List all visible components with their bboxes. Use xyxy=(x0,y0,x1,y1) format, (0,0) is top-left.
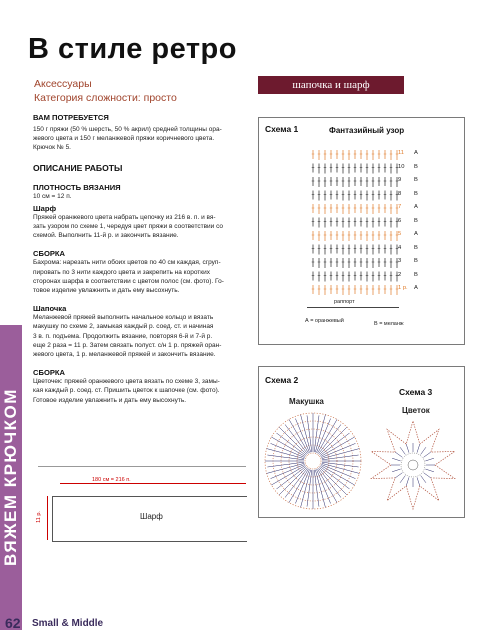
text-line: сторонах шарфа в соответствии с цветом полос (см. фото). Го- xyxy=(33,277,224,285)
stitch-spoke xyxy=(406,444,409,453)
difficulty-line: Категория сложности: просто xyxy=(34,92,177,104)
width-label: 180 см = 216 п. xyxy=(92,477,131,483)
text-line: жевого цвета и 150 г меланжевой пряжи коричневого цвета. xyxy=(33,135,215,143)
stitch-chart xyxy=(309,146,405,302)
repeat-label: раппорт xyxy=(334,299,355,305)
row-color-code: А xyxy=(414,204,418,210)
petal-outline xyxy=(371,421,455,509)
width-dimension-line xyxy=(60,483,246,484)
text-line: кая каждый р. соед. ст. Пришить цветок к шапочке (см. фото). xyxy=(33,387,220,395)
text-line: схемой. Выполнить 11-й р. и закончить вязание. xyxy=(33,232,179,240)
row-label xyxy=(398,231,454,237)
stitch-spoke xyxy=(321,466,355,486)
density-text: 10 см = 12 п. xyxy=(33,192,72,200)
stitch-spoke xyxy=(318,469,338,503)
stitch-spoke xyxy=(425,458,434,461)
row-number: 2 xyxy=(398,271,402,278)
row-label xyxy=(398,245,454,251)
row-color-code: В xyxy=(414,244,418,251)
stitch-spoke xyxy=(318,419,338,453)
assembly2-heading: СБОРКА xyxy=(33,368,66,378)
work-heading: ОПИСАНИЕ РАБОТЫ xyxy=(33,162,123,173)
page-title: В стиле ретро xyxy=(28,33,237,65)
frame-line xyxy=(38,466,246,467)
assembly-text xyxy=(33,258,245,295)
row-number: 10 xyxy=(398,163,405,170)
scarf-diagram xyxy=(30,466,246,566)
stitch-spoke xyxy=(421,476,426,483)
scheme2-title: Макушка xyxy=(289,397,324,406)
row-label xyxy=(398,258,454,264)
stitch-spoke xyxy=(400,476,405,483)
stitch-spoke xyxy=(267,462,304,467)
scarf-heading: Шарф xyxy=(33,203,57,213)
assembly-heading: СБОРКА xyxy=(33,249,66,259)
stitch-spoke xyxy=(417,477,420,486)
scheme1-label: Схема 1 xyxy=(265,124,299,134)
row-label xyxy=(398,164,454,170)
scheme23-box xyxy=(258,366,465,518)
row-label xyxy=(398,191,454,197)
crown-chart xyxy=(261,409,365,513)
row-color-code: А xyxy=(414,285,418,291)
row-color-code: В xyxy=(414,258,418,264)
scarf-label: Шарф xyxy=(140,512,163,521)
section-banner: шапочка и шарф xyxy=(258,76,404,94)
stitch-spoke xyxy=(392,458,401,461)
scheme2-label: Схема 2 xyxy=(265,375,299,385)
page-number: 62 xyxy=(5,615,21,631)
row-number: 11 xyxy=(398,150,405,156)
row-color-code: В xyxy=(414,217,418,224)
flower-chart xyxy=(365,417,461,513)
stitch-spoke xyxy=(392,469,401,472)
text-line: Крючок № 5. xyxy=(33,144,71,152)
stitch-spoke xyxy=(424,473,431,478)
stitch-spoke xyxy=(319,427,347,455)
row-number: 7 xyxy=(398,204,402,210)
stitch-spoke xyxy=(417,444,420,453)
stitch-spoke xyxy=(406,477,409,486)
density-heading: ПЛОТНОСТЬ ВЯЗАНИЯ xyxy=(33,182,121,192)
text-line: зать узором по схеме 1, чередуя цвет пряжи в соответствии со xyxy=(33,223,224,231)
row-number: 4 xyxy=(398,244,402,251)
row-color-code: В xyxy=(414,177,418,183)
stitch-spoke xyxy=(271,437,305,457)
text-line: жевого цвета, 1 р. меланжевой пряжей и закончить вязание. xyxy=(33,351,216,359)
repeat-line xyxy=(307,307,399,308)
row-color-code: А xyxy=(414,231,418,237)
row-label xyxy=(398,285,454,291)
sidebar-text: ВЯЖЕМ КРЮЧКОМ xyxy=(1,388,20,566)
row-label xyxy=(398,272,454,278)
row-label xyxy=(398,204,454,210)
row-color-code: В xyxy=(414,190,418,197)
hat-heading: Шапочка xyxy=(33,304,67,314)
hat-text xyxy=(33,313,245,359)
stitch-spoke xyxy=(279,427,307,455)
legend-a: А = оранжевый xyxy=(305,318,344,324)
stitch-spoke xyxy=(319,467,347,495)
stitch-spoke xyxy=(425,469,434,472)
row-color-code: А xyxy=(414,150,418,156)
stitch-spoke xyxy=(321,437,355,457)
category-line: Аксессуары xyxy=(34,78,92,90)
stitch-spoke xyxy=(322,455,359,460)
scheme1-box xyxy=(258,117,465,345)
row-number: 8 xyxy=(398,190,402,197)
materials-text xyxy=(33,125,245,153)
row-color-code: В xyxy=(414,271,418,278)
text-line: товое изделие увлажнить и дать ему высохнуть. xyxy=(33,287,180,295)
stitch-spoke xyxy=(395,473,402,478)
row-number: 3 xyxy=(398,258,402,264)
legend-b: В = меланж xyxy=(374,321,404,327)
row-number: 5 xyxy=(398,231,402,237)
row-label xyxy=(398,177,454,183)
stitch-spoke xyxy=(400,447,405,454)
text-line: 150 г пряжи (50 % шерсть, 50 % акрил) средней толщины ора- xyxy=(33,126,222,133)
section-sidebar xyxy=(0,325,22,630)
text-line: 3 в. п. подъема. Продолжить вязание, повторяя 6-й и 7-й р. xyxy=(33,332,213,340)
stitch-spoke xyxy=(322,462,359,467)
row-label xyxy=(398,218,454,224)
stitch-spoke xyxy=(395,452,402,457)
scarf-text xyxy=(33,213,245,241)
text-line: макушку по схеме 2, замыкая каждый р. соед. ст. и начиная xyxy=(33,323,214,331)
stitch-spoke xyxy=(289,469,309,503)
assembly2-text xyxy=(33,377,245,405)
text-line: Бахрома: нарезать нити обоих цветов по 40 см каждая, сгруп- xyxy=(33,259,221,267)
left-column xyxy=(33,113,245,405)
scheme3-label: Схема 3 xyxy=(399,387,433,397)
stitch-spoke xyxy=(307,415,312,452)
stitch-spoke xyxy=(307,470,312,507)
height-dimension-line xyxy=(47,496,48,540)
stitch-spoke xyxy=(271,466,305,486)
stitch-spoke xyxy=(267,455,304,460)
text-line: пировать по 3 нити каждого цвета и закрепить на коротких xyxy=(33,268,210,276)
text-line: Цветочек: пряжей оранжевого цвета вязать по схеме 3, замы- xyxy=(33,378,220,386)
stitch-spoke xyxy=(289,419,309,453)
stitch-spoke xyxy=(279,467,307,495)
scheme1-title: Фантазийный узор xyxy=(329,126,405,135)
scheme3-title: Цветок xyxy=(402,406,430,415)
stitch-spoke xyxy=(421,447,426,454)
text-line: Меланжевой пряжей выполнить начальное кольцо и вязать xyxy=(33,314,214,322)
magazine-name: Small & Middle xyxy=(32,618,104,629)
text-line: Пряжей оранжевого цвета набрать цепочку из 216 в. п. и вя- xyxy=(33,213,216,221)
materials-heading: ВАМ ПОТРЕБУЕТСЯ xyxy=(33,113,109,122)
row-number: 1 р. xyxy=(398,285,408,291)
row-label xyxy=(398,150,454,156)
height-label: 11 р. xyxy=(35,511,42,523)
text-line: Готовое изделие увлажнить и дать ему высохнуть. xyxy=(33,396,187,404)
stitch-spoke xyxy=(424,452,431,457)
text-line: еще 2 раза = 11 р. Затем связать полуст. с/н 1 р. пряжей оран- xyxy=(33,341,222,349)
row-number: 6 xyxy=(398,217,402,224)
row-number: 9 xyxy=(398,177,402,183)
row-color-code: В xyxy=(414,163,418,170)
